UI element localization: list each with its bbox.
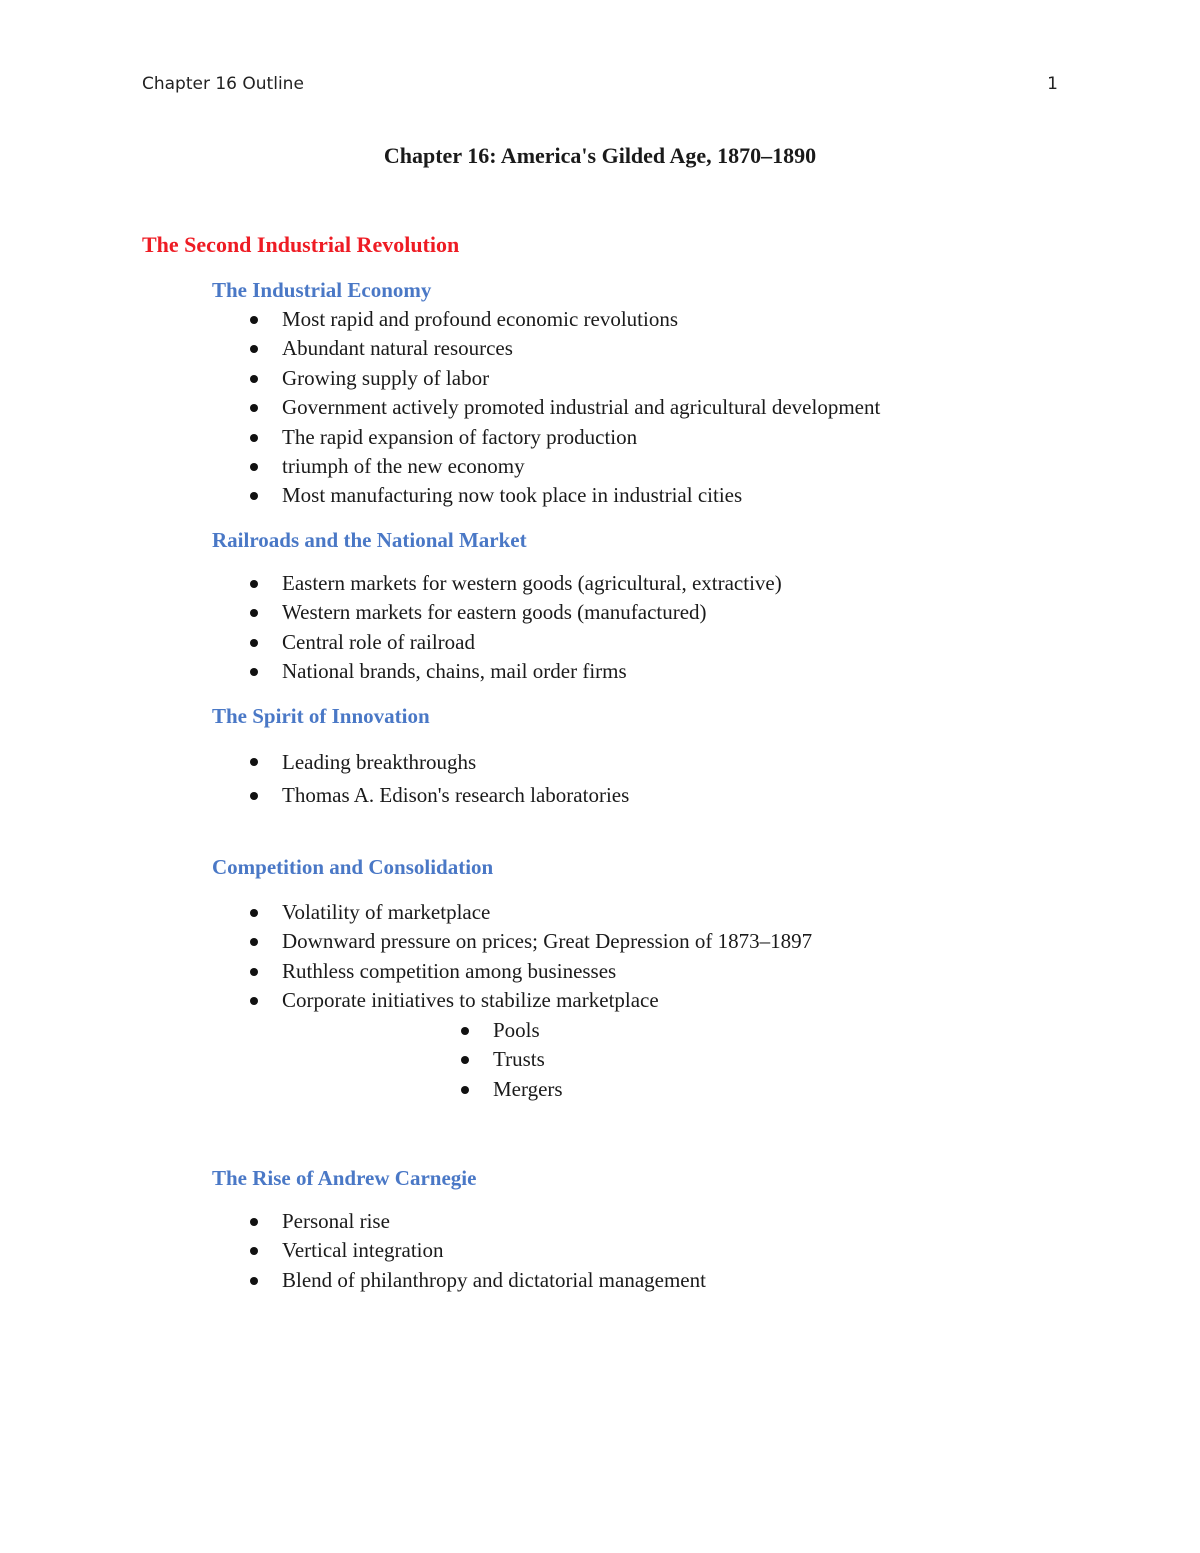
bullet-list-competition (282, 898, 812, 1016)
list-item (282, 598, 782, 627)
list-item-text: Government actively promoted industrial and agricultural development (282, 395, 881, 420)
list-item-text: triumph of the new economy (282, 453, 525, 478)
list-item-text: Eastern markets for western goods (agricultural, extractive) (282, 571, 782, 595)
bullet-icon (461, 1086, 469, 1094)
list-item (493, 1045, 563, 1074)
list-item-text: Volatility of marketplace (282, 900, 491, 924)
list-item-text: Ruthless competition among businesses (282, 958, 617, 983)
list-item-text: Pools (493, 1018, 540, 1042)
section-heading-innovation: The Spirit of Innovation (212, 704, 430, 728)
list-item (282, 927, 812, 956)
list-item (282, 452, 880, 481)
list-item-text: Corporate initiatives to stabilize marketplace (282, 988, 659, 1013)
bullet-icon (250, 580, 258, 588)
list-item (282, 334, 880, 363)
list-item (282, 628, 782, 657)
sub-bullet-list-competition (493, 1016, 563, 1104)
list-item-text: Leading breakthroughs (282, 750, 477, 774)
bullet-icon (250, 609, 258, 617)
list-item-text: Central role of railroad (282, 629, 475, 654)
list-item (282, 747, 629, 781)
bullet-icon (250, 1247, 258, 1255)
bullet-icon (250, 909, 258, 917)
running-header: Chapter 16 Outline (142, 74, 304, 94)
list-item (282, 898, 812, 927)
bullet-icon (250, 938, 258, 946)
list-item (282, 364, 880, 393)
list-item (282, 986, 812, 1015)
section-heading-competition: Competition and Consolidation (212, 855, 494, 879)
list-item-text: Mergers (493, 1076, 563, 1101)
bullet-icon (250, 375, 258, 383)
list-item (493, 1016, 563, 1045)
list-item (282, 569, 782, 598)
list-item-text: Blend of philanthropy and dictatorial management (282, 1267, 706, 1292)
list-item (493, 1075, 563, 1104)
list-item-text: Most rapid and profound economic revolutions (282, 307, 679, 331)
list-item (282, 481, 880, 510)
list-item (282, 957, 812, 986)
list-item (282, 305, 880, 334)
list-item-text: Vertical integration (282, 1238, 444, 1263)
bullet-icon (250, 1218, 258, 1226)
list-item-text: Abundant natural resources (282, 336, 513, 361)
bullet-icon (250, 434, 258, 442)
section-heading-carnegie: The Rise of Andrew Carnegie (212, 1166, 477, 1190)
bullet-icon (250, 492, 258, 500)
bullet-list-industrial-economy (282, 305, 880, 511)
list-item-text: The rapid expansion of factory production (282, 424, 638, 449)
part-heading: The Second Industrial Revolution (142, 232, 460, 257)
page-number: 1 (1047, 74, 1058, 94)
list-item (282, 781, 629, 810)
list-item-text: Most manufacturing now took place in industrial cities (282, 483, 743, 508)
bullet-icon (250, 1277, 258, 1285)
bullet-icon (250, 968, 258, 976)
section-heading-industrial-economy: The Industrial Economy (212, 278, 432, 302)
bullet-list-carnegie (282, 1207, 706, 1295)
list-item-text: Thomas A. Edison's research laboratories (282, 783, 630, 807)
list-item (282, 393, 880, 422)
bullet-icon (250, 997, 258, 1005)
list-item (282, 1207, 706, 1236)
bullet-icon (250, 639, 258, 647)
list-item (282, 1266, 706, 1295)
list-item-text: Growing supply of labor (282, 365, 490, 390)
bullet-icon (250, 345, 258, 353)
bullet-icon (250, 463, 258, 471)
bullet-icon (250, 316, 258, 324)
bullet-icon (461, 1027, 469, 1035)
bullet-icon (250, 668, 258, 676)
section-heading-railroads: Railroads and the National Market (212, 528, 527, 552)
bullet-icon (250, 792, 258, 800)
list-item-text: Western markets for eastern goods (manufactured) (282, 600, 707, 625)
bullet-icon (250, 404, 258, 412)
list-item-text: Trusts (493, 1047, 545, 1072)
list-item-text: Downward pressure on prices; Great Depression of 1873–1897 (282, 929, 813, 954)
list-item (282, 423, 880, 452)
document-title: Chapter 16: America's Gilded Age, 1870–1890 (383, 143, 817, 168)
bullet-icon (461, 1056, 469, 1064)
bullet-icon (250, 758, 258, 766)
bullet-list-innovation (282, 747, 629, 810)
list-item-text: National brands, chains, mail order firms (282, 659, 627, 684)
bullet-list-railroads (282, 569, 782, 687)
list-item (282, 657, 782, 686)
list-item-text: Personal rise (282, 1209, 390, 1233)
list-item (282, 1236, 706, 1265)
